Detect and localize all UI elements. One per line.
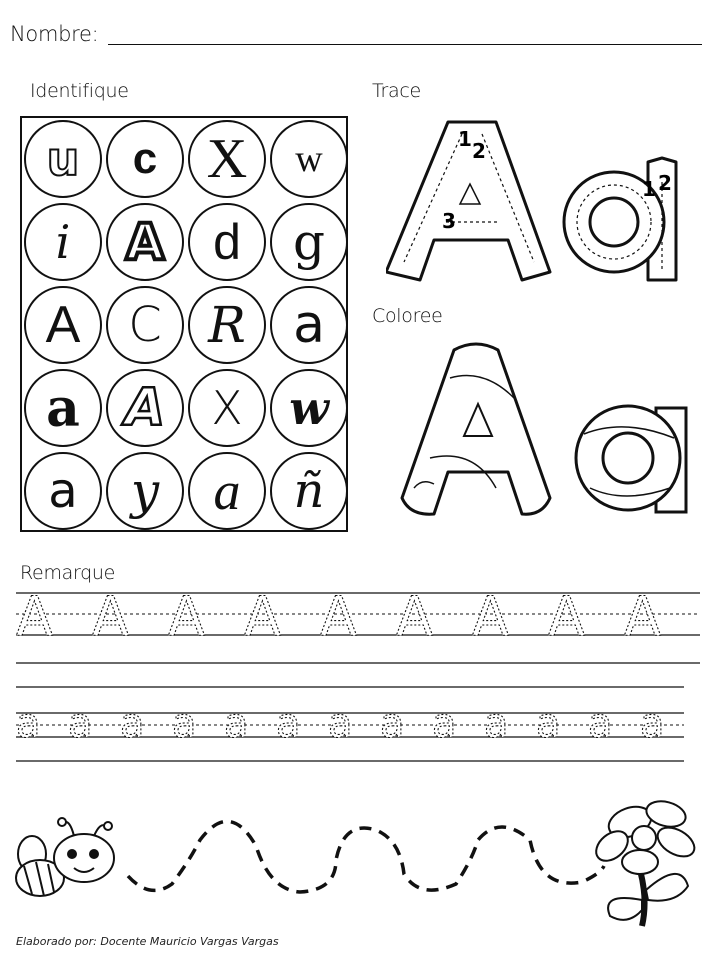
letter-circle[interactable] — [24, 203, 102, 281]
coloree-letters — [394, 338, 694, 528]
letter-circle[interactable] — [188, 203, 266, 281]
trace-upper-a-glyph[interactable]: A — [244, 585, 281, 648]
bee-to-flower-path — [0, 800, 720, 930]
letter-circle[interactable] — [106, 369, 184, 447]
trace-lower-a-glyph[interactable]: a — [484, 701, 509, 747]
trace-upper-a-glyph[interactable]: A — [92, 585, 129, 648]
name-input-line[interactable] — [108, 44, 702, 45]
letter-circle[interactable] — [24, 120, 102, 198]
trace-lower-a-glyph[interactable]: a — [16, 701, 41, 747]
stroke-number-2: 2 — [472, 139, 486, 163]
letter-circle[interactable] — [106, 120, 184, 198]
letter-w-bold: w — [289, 381, 329, 435]
letter-A: A — [45, 296, 81, 354]
trace-lower-a-glyph[interactable]: a — [224, 701, 249, 747]
letter-c: c — [132, 134, 158, 183]
trace-upper-a-glyph[interactable]: A — [548, 585, 585, 648]
letter-circle[interactable] — [270, 369, 348, 447]
letter-circle[interactable] — [24, 369, 102, 447]
letter-circle[interactable] — [270, 452, 348, 530]
letter-circle[interactable] — [270, 286, 348, 364]
letter-a-script: a — [213, 461, 241, 521]
trace-upper-a-glyph[interactable]: A — [168, 585, 205, 648]
trace-upper-a-glyph[interactable]: A — [624, 585, 661, 648]
letter-a: a — [293, 295, 325, 355]
letter-R: R — [208, 296, 246, 354]
remarque-heading: Remarque — [20, 562, 116, 584]
name-label: Nombre: — [10, 22, 99, 46]
trace-heading: Trace — [372, 80, 421, 102]
trace-lower-a-glyph[interactable]: a — [172, 701, 197, 747]
letter-circle[interactable] — [270, 120, 348, 198]
remarque-practice-lines — [0, 585, 720, 775]
letter-u: u — [46, 132, 80, 186]
identifique-heading: Identifique — [30, 80, 129, 102]
letter-circle[interactable] — [24, 452, 102, 530]
trace-lower-a-glyph[interactable]: a — [588, 701, 613, 747]
identify-letter-grid — [20, 116, 348, 532]
letter-A-bubble: A — [125, 213, 165, 271]
bee-icon — [16, 818, 114, 896]
lower-a-trace-row[interactable] — [16, 701, 665, 747]
letter-i: i — [55, 215, 71, 269]
trace-lower-a-glyph[interactable]: a — [328, 701, 353, 747]
coloree-heading: Coloree — [372, 305, 443, 327]
letter-circle[interactable] — [106, 452, 184, 530]
letter-circle[interactable] — [188, 369, 266, 447]
trace-lower-a-glyph[interactable]: a — [276, 701, 301, 747]
letter-d: d — [213, 214, 241, 270]
letter-g: g — [292, 213, 325, 271]
trace-lower-a-glyph[interactable]: a — [380, 701, 405, 747]
trace-lower-a-glyph[interactable]: a — [640, 701, 665, 747]
letter-x-dots: X — [211, 381, 243, 435]
trace-upper-a-glyph[interactable]: A — [396, 585, 433, 648]
trace-lower-a-glyph[interactable]: a — [68, 701, 93, 747]
trace-letters — [386, 112, 686, 292]
coloree-upper-a[interactable] — [402, 344, 550, 514]
dashed-trace-path[interactable] — [128, 821, 604, 892]
trace-upper-a-glyph[interactable]: A — [16, 585, 53, 648]
letter-circle[interactable] — [24, 286, 102, 364]
letter-A-striped: A — [124, 378, 166, 438]
letter-a-round: a — [48, 463, 78, 519]
letter-n-tilde: ñ — [293, 463, 325, 519]
coloree-lower-a[interactable] — [576, 406, 686, 512]
upper-a-trace-row[interactable] — [16, 585, 661, 648]
letter-circle[interactable] — [106, 203, 184, 281]
letter-circle[interactable] — [188, 120, 266, 198]
letter-a-bold: a — [46, 377, 80, 439]
letter-y: y — [130, 462, 160, 520]
letter-circle[interactable] — [188, 286, 266, 364]
trace-upper-a-glyph[interactable]: A — [320, 585, 357, 648]
trace-lower-a-glyph[interactable]: a — [536, 701, 561, 747]
trace-lower-a-glyph[interactable]: a — [432, 701, 457, 747]
letter-circle[interactable] — [270, 203, 348, 281]
trace-upper-a-glyph[interactable]: A — [472, 585, 509, 648]
flower-icon — [590, 800, 699, 926]
lower-stroke-number-1: 1 — [642, 177, 656, 201]
letter-circle[interactable] — [188, 452, 266, 530]
letter-w: w — [295, 138, 323, 180]
letter-x: X — [206, 128, 248, 190]
trace-lower-a-glyph[interactable]: a — [120, 701, 145, 747]
stroke-number-1: 1 — [458, 127, 472, 151]
author-credit: Elaborado por: Docente Mauricio Vargas Vargas — [16, 935, 279, 948]
letter-circle[interactable] — [106, 286, 184, 364]
lower-stroke-number-2: 2 — [658, 171, 672, 195]
letter-C: C — [128, 297, 162, 353]
stroke-number-3: 3 — [442, 209, 456, 233]
